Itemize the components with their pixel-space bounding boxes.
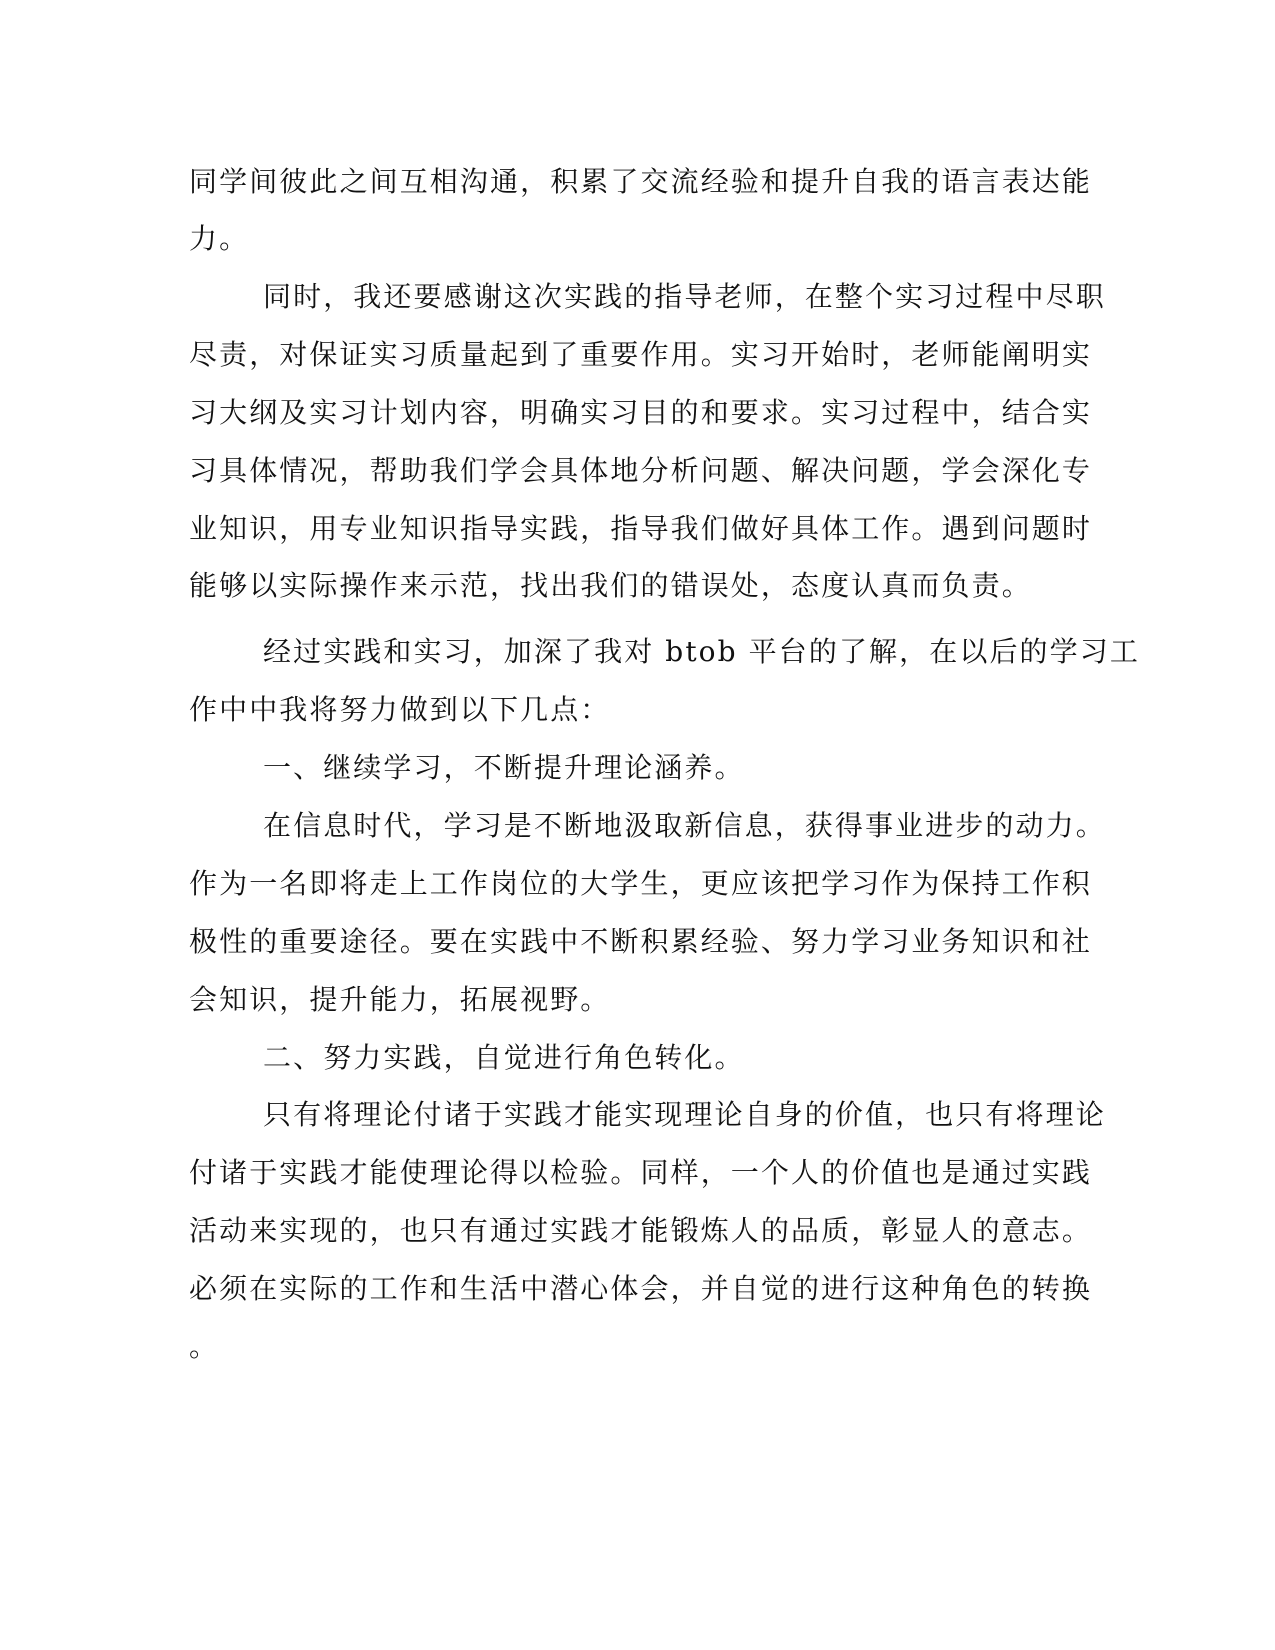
text-line: 同学间彼此之间互相沟通，积累了交流经验和提升自我的语言表达能 [189, 165, 1093, 198]
text-line: 作为一名即将走上工作岗位的大学生，更应该把学习作为保持工作积 [189, 867, 1093, 900]
text-line: 业知识，用专业知识指导实践，指导我们做好具体工作。遇到问题时 [189, 512, 1093, 545]
paragraph-first-line: 只有将理论付诸于实践才能实现理论自身的价值，也只有将理论 [263, 1098, 1106, 1131]
section-heading: 二、努力实践，自觉进行角色转化。 [263, 1041, 745, 1074]
text-line: 习具体情况，帮助我们学会具体地分析问题、解决问题，学会深化专 [189, 454, 1093, 487]
paragraph-first-line: 在信息时代，学习是不断地汲取新信息，获得事业进步的动力。 [263, 809, 1106, 842]
text-line: 极性的重要途径。要在实践中不断积累经验、努力学习业务知识和社 [189, 925, 1093, 958]
text-line: 活动来实现的，也只有通过实践才能锻炼人的品质，彰显人的意志。 [189, 1214, 1093, 1247]
text-line: 必须在实际的工作和生活中潜心体会，并自觉的进行这种角色的转换 [189, 1272, 1093, 1305]
text-line: 力。 [189, 222, 250, 255]
text-line: 作中中我将努力做到以下几点： [189, 693, 611, 726]
paragraph-first-line: 经过实践和实习，加深了我对 btob 平台的了解，在以后的学习工 [263, 635, 1140, 668]
text-line: 会知识，提升能力，拓展视野。 [189, 983, 611, 1016]
text-line: 付诸于实践才能使理论得以检验。同样，一个人的价值也是通过实践 [189, 1156, 1093, 1189]
text-line: 能够以实际操作来示范，找出我们的错误处，态度认真而负责。 [189, 569, 1032, 602]
section-heading: 一、继续学习，不断提升理论涵养。 [263, 751, 745, 784]
text-line: 习大纲及实习计划内容，明确实习目的和要求。实习过程中，结合实 [189, 396, 1093, 429]
text-line: 。 [189, 1330, 220, 1363]
text-line: 尽责，对保证实习质量起到了重要作用。实习开始时，老师能阐明实 [189, 338, 1093, 371]
paragraph-first-line: 同时，我还要感谢这次实践的指导老师，在整个实习过程中尽职 [263, 280, 1106, 313]
